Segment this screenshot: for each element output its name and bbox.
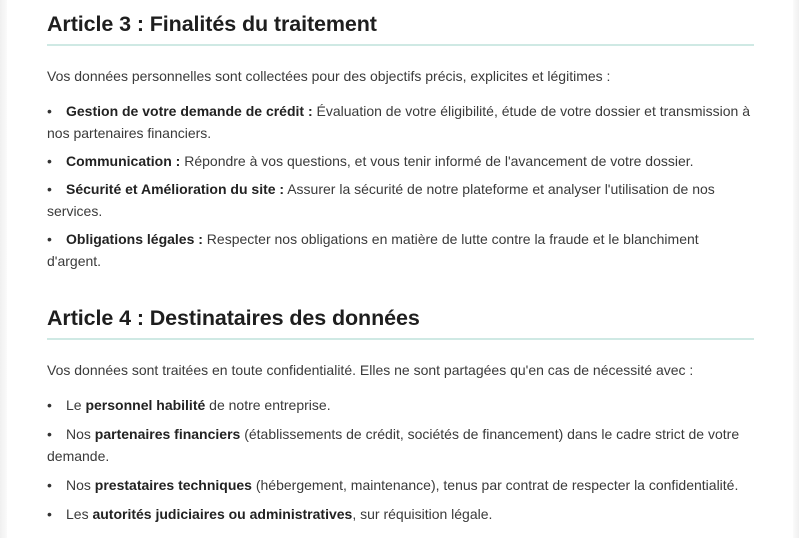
- article-3-section: [47, 10, 754, 272]
- list-item: [47, 394, 754, 416]
- bullet-icon: •: [47, 506, 52, 522]
- list-item: [47, 150, 754, 172]
- list-item: [47, 178, 754, 222]
- item-text: Répondre à vos questions, et vous tenir informé de l'avancement de votre dossier.: [180, 153, 694, 169]
- article-3-title: Article 3 : Finalités du traitement: [47, 10, 754, 46]
- bullet-icon: •: [47, 397, 52, 413]
- item-prefix: Les: [66, 506, 93, 522]
- page-left-edge: [0, 0, 7, 538]
- bullet-icon: •: [47, 426, 52, 442]
- item-label: Obligations légales :: [66, 231, 203, 247]
- item-label: partenaires financiers: [94, 426, 241, 442]
- bullet-icon: •: [47, 103, 52, 119]
- item-prefix: Nos: [66, 477, 95, 493]
- list-item: [47, 503, 754, 525]
- item-text: Respecter nos obligations en matière de lutte contre la fraude et le blanchiment d'argent.: [47, 231, 699, 269]
- item-label: prestataires techniques: [94, 477, 252, 493]
- item-text: (établissements de crédit, sociétés de financement) dans le cadre strict de votre demande.: [47, 426, 740, 464]
- list-item: [47, 474, 754, 496]
- list-item: [47, 423, 754, 467]
- article-4-section: [47, 304, 754, 525]
- item-label: Gestion de votre demande de crédit :: [66, 103, 313, 119]
- bullet-icon: •: [47, 231, 52, 247]
- item-text: Évaluation de votre éligibilité, étude de votre dossier et transmission à nos partenaires financiers.: [47, 103, 750, 141]
- list-item: [47, 228, 754, 272]
- item-text: , sur réquisition légale.: [352, 506, 493, 522]
- bullet-icon: •: [47, 477, 52, 493]
- bullet-icon: •: [47, 181, 52, 197]
- page-right-edge: [793, 0, 799, 538]
- item-label: personnel habilité: [85, 397, 206, 413]
- document-content: [47, 10, 754, 532]
- article-4-title: Article 4 : Destinataires des données: [47, 304, 754, 340]
- item-text: de notre entreprise.: [205, 397, 331, 413]
- item-label: Communication :: [66, 153, 181, 169]
- list-item: [47, 100, 754, 144]
- item-text: (hébergement, maintenance), tenus par contrat de respecter la confidentialité.: [251, 477, 739, 493]
- item-label: autorités judiciaires ou administratives: [92, 506, 353, 522]
- item-prefix: Nos: [66, 426, 95, 442]
- article-4-list: [47, 394, 754, 525]
- item-text: Assurer la sécurité de notre plateforme et analyser l'utilisation de nos services.: [47, 181, 715, 219]
- bullet-icon: •: [47, 153, 52, 169]
- article-3-intro: Vos données personnelles sont collectées pour des objectifs précis, explicites et légitimes :: [47, 68, 611, 84]
- item-label: Sécurité et Amélioration du site :: [66, 181, 285, 197]
- item-prefix: Le: [66, 397, 86, 413]
- article-4-intro: Vos données sont traitées en toute confidentialité. Elles ne sont partagées qu'en cas de nécessité avec :: [47, 362, 694, 378]
- article-3-list: [47, 100, 754, 272]
